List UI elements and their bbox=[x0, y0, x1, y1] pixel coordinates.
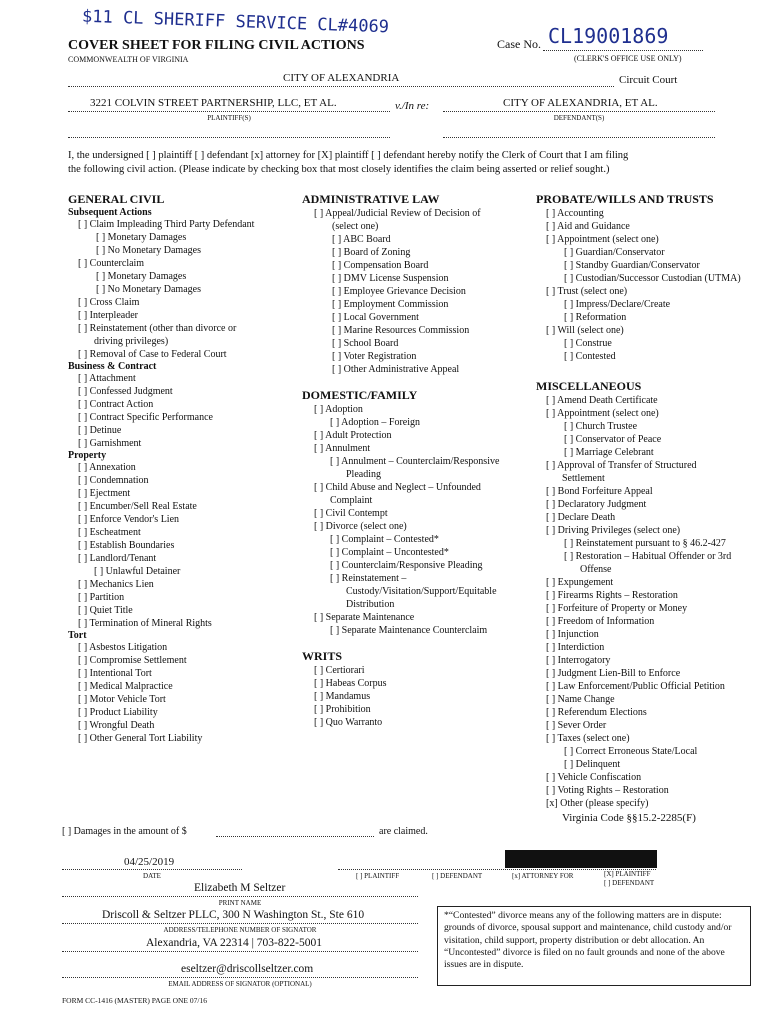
checkbox-item[interactable]: [ ] Habeas Corpus bbox=[314, 678, 387, 689]
checkbox-item-continuation: Distribution bbox=[346, 599, 395, 610]
damages-suffix: are claimed. bbox=[379, 826, 428, 837]
subsection-property: Property bbox=[68, 450, 107, 461]
checkbox-item[interactable]: [ ] Establish Boundaries bbox=[78, 540, 175, 551]
checkbox-item[interactable]: [ ] Appeal/Judicial Review of Decision of bbox=[314, 208, 481, 219]
divorce-note-text: *“Contested” divorce means any of the following matters are in dispute: grounds of divorce, spousal support and maintenance, child custody and/or visitation, child support, property distribution or debt allocation. An “Uncontested” divorce is filed on no fault grounds and none of the above issues are in dispute. bbox=[444, 910, 732, 971]
checkbox-item[interactable]: [ ] Confessed Judgment bbox=[78, 386, 173, 397]
checkbox-item[interactable]: [ ] Asbestos Litigation bbox=[78, 642, 168, 653]
intro-line-1: I, the undersigned [ ] plaintiff [ ] defendant [x] attorney for [X] plaintiff [ ] defendant hereby notify the Clerk of Court that I am filing bbox=[68, 150, 629, 161]
sig-defendant-option: [ ] DEFENDANT bbox=[432, 872, 483, 880]
checkbox-item[interactable]: [ ] Name Change bbox=[546, 694, 615, 705]
checkbox-item[interactable]: [ ] Expungement bbox=[546, 577, 614, 588]
checkbox-item[interactable]: [ ] Amend Death Certificate bbox=[546, 395, 658, 406]
checkbox-item[interactable]: [ ] School Board bbox=[332, 338, 399, 349]
defendant-label: DEFENDANT(S) bbox=[553, 114, 605, 122]
subsection-business-contract: Business & Contract bbox=[68, 361, 157, 372]
checkbox-item[interactable]: [ ] Quo Warranto bbox=[314, 717, 383, 728]
checkbox-item[interactable]: [ ] Civil Contempt bbox=[314, 508, 388, 519]
checkbox-item[interactable]: [ ] Reinstatement (other than divorce or bbox=[78, 323, 237, 334]
court-type: Circuit Court bbox=[619, 74, 678, 86]
checkbox-item[interactable]: [ ] Judgment Lien-Bill to Enforce bbox=[546, 668, 681, 679]
checkbox-item[interactable]: [ ] Product Liability bbox=[78, 707, 158, 718]
checkbox-item[interactable]: [ ] Termination of Mineral Rights bbox=[78, 618, 212, 629]
checkbox-item-checked[interactable]: [x] Other (please specify) bbox=[546, 798, 649, 809]
checkbox-item[interactable]: [ ] Unlawful Detainer bbox=[94, 566, 181, 577]
section-title-general-civil: GENERAL CIVIL bbox=[68, 192, 165, 206]
checkbox-item[interactable]: [ ] Landlord/Tenant bbox=[78, 553, 157, 564]
checkbox-item[interactable]: [ ] Partition bbox=[78, 592, 125, 603]
checkbox-item-continuation: Pleading bbox=[346, 469, 381, 480]
checkbox-item[interactable]: [ ] Annulment bbox=[314, 443, 371, 454]
sig-att-defendant-option: [ ] DEFENDANT bbox=[604, 879, 655, 887]
checkbox-item[interactable]: [ ] Aid and Guidance bbox=[546, 221, 630, 232]
checkbox-item[interactable]: [ ] Separate Maintenance bbox=[314, 612, 415, 623]
checkbox-item[interactable]: [ ] Correct Erroneous State/Local bbox=[564, 746, 698, 757]
checkbox-item[interactable]: [ ] Wrongful Death bbox=[78, 720, 155, 731]
checkbox-item[interactable]: [ ] Guardian/Conservator bbox=[564, 247, 665, 258]
sig-att-plaintiff-option: [X] PLAINTIFF bbox=[604, 870, 651, 878]
checkbox-item[interactable]: [ ] Adult Protection bbox=[314, 430, 392, 441]
section-title-probate: PROBATE/WILLS AND TRUSTS bbox=[536, 192, 714, 206]
checkbox-item[interactable]: [ ] Church Trustee bbox=[564, 421, 638, 432]
checkbox-item[interactable]: [ ] Other General Tort Liability bbox=[78, 733, 203, 744]
checkbox-item[interactable]: [ ] Conservator of Peace bbox=[564, 434, 662, 445]
checkbox-item-continuation: Offense bbox=[580, 564, 612, 575]
checkbox-item-continuation: Complaint bbox=[330, 495, 373, 506]
signator-address-line-2: Alexandria, VA 22314 | 703-822-5001 bbox=[146, 937, 322, 949]
address-label: ADDRESS/TELEPHONE NUMBER OF SIGNATOR bbox=[163, 926, 317, 934]
checkbox-item[interactable]: [ ] Restoration – Habitual Offender or 3rd bbox=[564, 551, 732, 562]
divorce-note-box bbox=[437, 906, 751, 986]
signator-email: eseltzer@driscollseltzer.com bbox=[181, 963, 314, 975]
checkbox-item[interactable]: [ ] Driving Privileges (select one) bbox=[546, 525, 681, 536]
checkbox-item[interactable]: [ ] Compensation Board bbox=[332, 260, 429, 271]
checkbox-item[interactable]: [ ] Taxes (select one) bbox=[546, 733, 630, 744]
signature-redaction bbox=[505, 850, 657, 868]
checkbox-item[interactable]: [ ] No Monetary Damages bbox=[96, 245, 201, 256]
checkbox-item[interactable]: [ ] Law Enforcement/Public Official Petition bbox=[546, 681, 725, 692]
checkbox-item[interactable]: [ ] Marriage Celebrant bbox=[564, 447, 654, 458]
checkbox-item[interactable]: [ ] Vehicle Confiscation bbox=[546, 772, 642, 783]
sig-attorney-option: [x] ATTORNEY FOR bbox=[512, 872, 574, 880]
commonwealth-label: COMMONWEALTH OF VIRGINIA bbox=[68, 55, 189, 64]
checkbox-item[interactable]: [ ] Cross Claim bbox=[78, 297, 140, 308]
checkbox-item[interactable]: [ ] Freedom of Information bbox=[546, 616, 655, 627]
checkbox-item[interactable]: [ ] Adoption – Foreign bbox=[330, 417, 420, 428]
checkbox-item[interactable]: [ ] Delinquent bbox=[564, 759, 621, 770]
checkbox-item[interactable]: [ ] Voter Registration bbox=[332, 351, 417, 362]
checkbox-item[interactable]: [ ] Reinstatement – bbox=[330, 573, 407, 584]
checkbox-item[interactable]: [ ] Other Administrative Appeal bbox=[332, 364, 460, 375]
checkbox-item[interactable]: [ ] DMV License Suspension bbox=[332, 273, 449, 284]
checkbox-item[interactable]: [ ] Intentional Tort bbox=[78, 668, 152, 679]
checkbox-item[interactable]: [ ] Ejectment bbox=[78, 488, 131, 499]
print-name: Elizabeth M Seltzer bbox=[194, 882, 286, 894]
checkbox-item[interactable]: [ ] Standby Guardian/Conservator bbox=[564, 260, 700, 271]
checkbox-item[interactable]: [ ] Enforce Vendor's Lien bbox=[78, 514, 180, 525]
checkbox-item[interactable]: [ ] Certiorari bbox=[314, 665, 365, 676]
plaintiff-label: PLAINTIFF(S) bbox=[207, 114, 251, 122]
date-label: DATE bbox=[143, 872, 161, 880]
checkbox-item[interactable]: [ ] Employment Commission bbox=[332, 299, 449, 310]
checkbox-item[interactable]: [ ] No Monetary Damages bbox=[96, 284, 201, 295]
checkbox-item[interactable]: [ ] Sever Order bbox=[546, 720, 607, 731]
checkbox-item-continuation: driving privileges) bbox=[94, 336, 169, 347]
checkbox-item[interactable]: [ ] Mandamus bbox=[314, 691, 371, 702]
checkbox-item[interactable]: [ ] Custodian/Successor Custodian (UTMA) bbox=[564, 273, 741, 284]
intro-line-2: the following civil action. (Please indicate by checking box that most closely identifies the claim being asserted or relief sought.) bbox=[68, 164, 610, 175]
other-specification: Virginia Code §§15.2-2285(F) bbox=[562, 812, 696, 824]
checkbox-item-continuation: (select one) bbox=[332, 221, 379, 232]
checkbox-item[interactable]: [ ] Declaratory Judgment bbox=[546, 499, 647, 510]
court-city: CITY OF ALEXANDRIA bbox=[283, 72, 400, 84]
checkbox-item[interactable]: [ ] Referendum Elections bbox=[546, 707, 647, 718]
checkbox-item-continuation: Custody/Visitation/Support/Equitable bbox=[346, 586, 497, 597]
checkbox-item[interactable]: [ ] Accounting bbox=[546, 208, 604, 219]
checkbox-item[interactable]: [ ] Will (select one) bbox=[546, 325, 624, 336]
checkbox-item[interactable]: [ ] Monetary Damages bbox=[96, 232, 187, 243]
general-civil-column bbox=[68, 192, 254, 745]
checkbox-item[interactable]: [ ] Interrogatory bbox=[546, 655, 611, 666]
print-name-label: PRINT NAME bbox=[218, 899, 262, 907]
form-id: FORM CC-1416 (MASTER) PAGE ONE 07/16 bbox=[62, 996, 207, 1005]
email-label: EMAIL ADDRESS OF SIGNATOR (OPTIONAL) bbox=[168, 980, 312, 988]
section-title-miscellaneous: MISCELLANEOUS bbox=[536, 379, 642, 393]
checkbox-item[interactable]: [ ] ABC Board bbox=[332, 234, 391, 245]
checkbox-item[interactable]: [ ] Claim Impleading Third Party Defendant bbox=[78, 219, 255, 230]
checkbox-item[interactable]: [ ] Firearms Rights – Restoration bbox=[546, 590, 678, 601]
checkbox-item[interactable]: [ ] Encumber/Sell Real Estate bbox=[78, 501, 197, 512]
checkbox-item[interactable]: [ ] Appointment (select one) bbox=[546, 234, 659, 245]
checkbox-item[interactable]: [ ] Complaint – Uncontested* bbox=[330, 547, 449, 558]
checkbox-item[interactable]: [ ] Child Abuse and Neglect – Unfounded bbox=[314, 482, 481, 493]
checkbox-item[interactable]: [ ] Employee Grievance Decision bbox=[332, 286, 466, 297]
checkbox-item[interactable]: [ ] Construe bbox=[564, 338, 612, 349]
checkbox-item[interactable]: [ ] Contract Specific Performance bbox=[78, 412, 213, 423]
checkbox-item[interactable]: [ ] Counterclaim bbox=[78, 258, 145, 269]
checkbox-item[interactable]: [ ] Prohibition bbox=[314, 704, 371, 715]
handwritten-note: $11 CL SHERIFF SERVICE CL#4069 bbox=[81, 6, 390, 38]
checkbox-item[interactable]: [ ] Annexation bbox=[78, 462, 136, 473]
handwritten-case-number: CL19001869 bbox=[548, 24, 669, 48]
section-title-writs: WRITS bbox=[302, 649, 343, 663]
probate-misc-column bbox=[536, 192, 764, 825]
checkbox-item[interactable]: [ ] Escheatment bbox=[78, 527, 141, 538]
checkbox-item[interactable]: [ ] Interdiction bbox=[546, 642, 605, 653]
checkbox-item[interactable]: [ ] Trust (select one) bbox=[546, 286, 628, 297]
checkbox-item[interactable]: [ ] Injunction bbox=[546, 629, 599, 640]
section-title-administrative-law: ADMINISTRATIVE LAW bbox=[302, 192, 440, 206]
checkbox-item[interactable]: [ ] Local Government bbox=[332, 312, 419, 323]
checkbox-item[interactable]: [ ] Contract Action bbox=[78, 399, 154, 410]
checkbox-item[interactable]: [ ] Board of Zoning bbox=[332, 247, 411, 258]
damages-prefix: [ ] Damages in the amount of $ bbox=[62, 826, 187, 837]
checkbox-item[interactable]: [ ] Approval of Transfer of Structured bbox=[546, 460, 697, 471]
checkbox-item[interactable]: [ ] Removal of Case to Federal Court bbox=[78, 349, 227, 360]
checkbox-item[interactable]: [ ] Compromise Settlement bbox=[78, 655, 187, 666]
sig-plaintiff-option: [ ] PLAINTIFF bbox=[356, 872, 400, 880]
checkbox-item[interactable]: [ ] Detinue bbox=[78, 425, 122, 436]
checkbox-item-continuation: Settlement bbox=[562, 473, 605, 484]
checkbox-item[interactable]: [ ] Motor Vehicle Tort bbox=[78, 694, 166, 705]
checkbox-item[interactable]: [ ] Quiet Title bbox=[78, 605, 133, 616]
subsection-tort: Tort bbox=[68, 630, 87, 641]
plaintiff-name: 3221 COLVIN STREET PARTNERSHIP, LLC, ET AL. bbox=[90, 97, 337, 109]
checkbox-item[interactable]: [ ] Divorce (select one) bbox=[314, 521, 407, 532]
checkbox-item[interactable]: [ ] Condemnation bbox=[78, 475, 149, 486]
signator-address-line-1: Driscoll & Seltzer PLLC, 300 N Washington St., Ste 610 bbox=[102, 909, 365, 921]
versus-label: v./In re: bbox=[395, 100, 430, 112]
checkbox-item[interactable]: [ ] Attachment bbox=[78, 373, 136, 384]
checkbox-item[interactable]: [ ] Mechanics Lien bbox=[78, 579, 154, 590]
page-title: COVER SHEET FOR FILING CIVIL ACTIONS bbox=[68, 38, 365, 53]
checkbox-item[interactable]: [ ] Adoption bbox=[314, 404, 363, 415]
checkbox-item[interactable]: [ ] Monetary Damages bbox=[96, 271, 187, 282]
checkbox-item[interactable]: [ ] Separate Maintenance Counterclaim bbox=[330, 625, 488, 636]
checkbox-item[interactable]: [ ] Impress/Declare/Create bbox=[564, 299, 671, 310]
checkbox-item[interactable]: [ ] Declare Death bbox=[546, 512, 616, 523]
checkbox-item[interactable]: [ ] Contested bbox=[564, 351, 616, 362]
clerk-use-label: (CLERK'S OFFICE USE ONLY) bbox=[574, 54, 682, 63]
admin-domestic-writs-column bbox=[302, 192, 499, 729]
defendant-name: CITY OF ALEXANDRIA, ET AL. bbox=[503, 97, 658, 109]
subsection-subsequent-actions: Subsequent Actions bbox=[68, 207, 152, 218]
checkbox-item[interactable]: [ ] Complaint – Contested* bbox=[330, 534, 439, 545]
checkbox-item[interactable]: [ ] Interpleader bbox=[78, 310, 138, 321]
signed-date: 04/25/2019 bbox=[124, 856, 175, 868]
checkbox-item[interactable]: [ ] Bond Forfeiture Appeal bbox=[546, 486, 653, 497]
checkbox-item[interactable]: [ ] Counterclaim/Responsive Pleading bbox=[330, 560, 483, 571]
checkbox-item[interactable]: [ ] Reformation bbox=[564, 312, 627, 323]
section-title-domestic-family: DOMESTIC/FAMILY bbox=[302, 388, 418, 402]
checkbox-item[interactable]: [ ] Reinstatement pursuant to § 46.2-427 bbox=[564, 538, 726, 549]
checkbox-item[interactable]: [ ] Medical Malpractice bbox=[78, 681, 173, 692]
checkbox-item[interactable]: [ ] Appointment (select one) bbox=[546, 408, 659, 419]
case-number-label: Case No. bbox=[497, 37, 541, 51]
checkbox-item[interactable]: [ ] Voting Rights – Restoration bbox=[546, 785, 669, 796]
checkbox-item[interactable]: [ ] Garnishment bbox=[78, 438, 142, 449]
checkbox-item[interactable]: [ ] Marine Resources Commission bbox=[332, 325, 470, 336]
checkbox-item[interactable]: [ ] Forfeiture of Property or Money bbox=[546, 603, 688, 614]
checkbox-item[interactable]: [ ] Annulment – Counterclaim/Responsive bbox=[330, 456, 500, 467]
